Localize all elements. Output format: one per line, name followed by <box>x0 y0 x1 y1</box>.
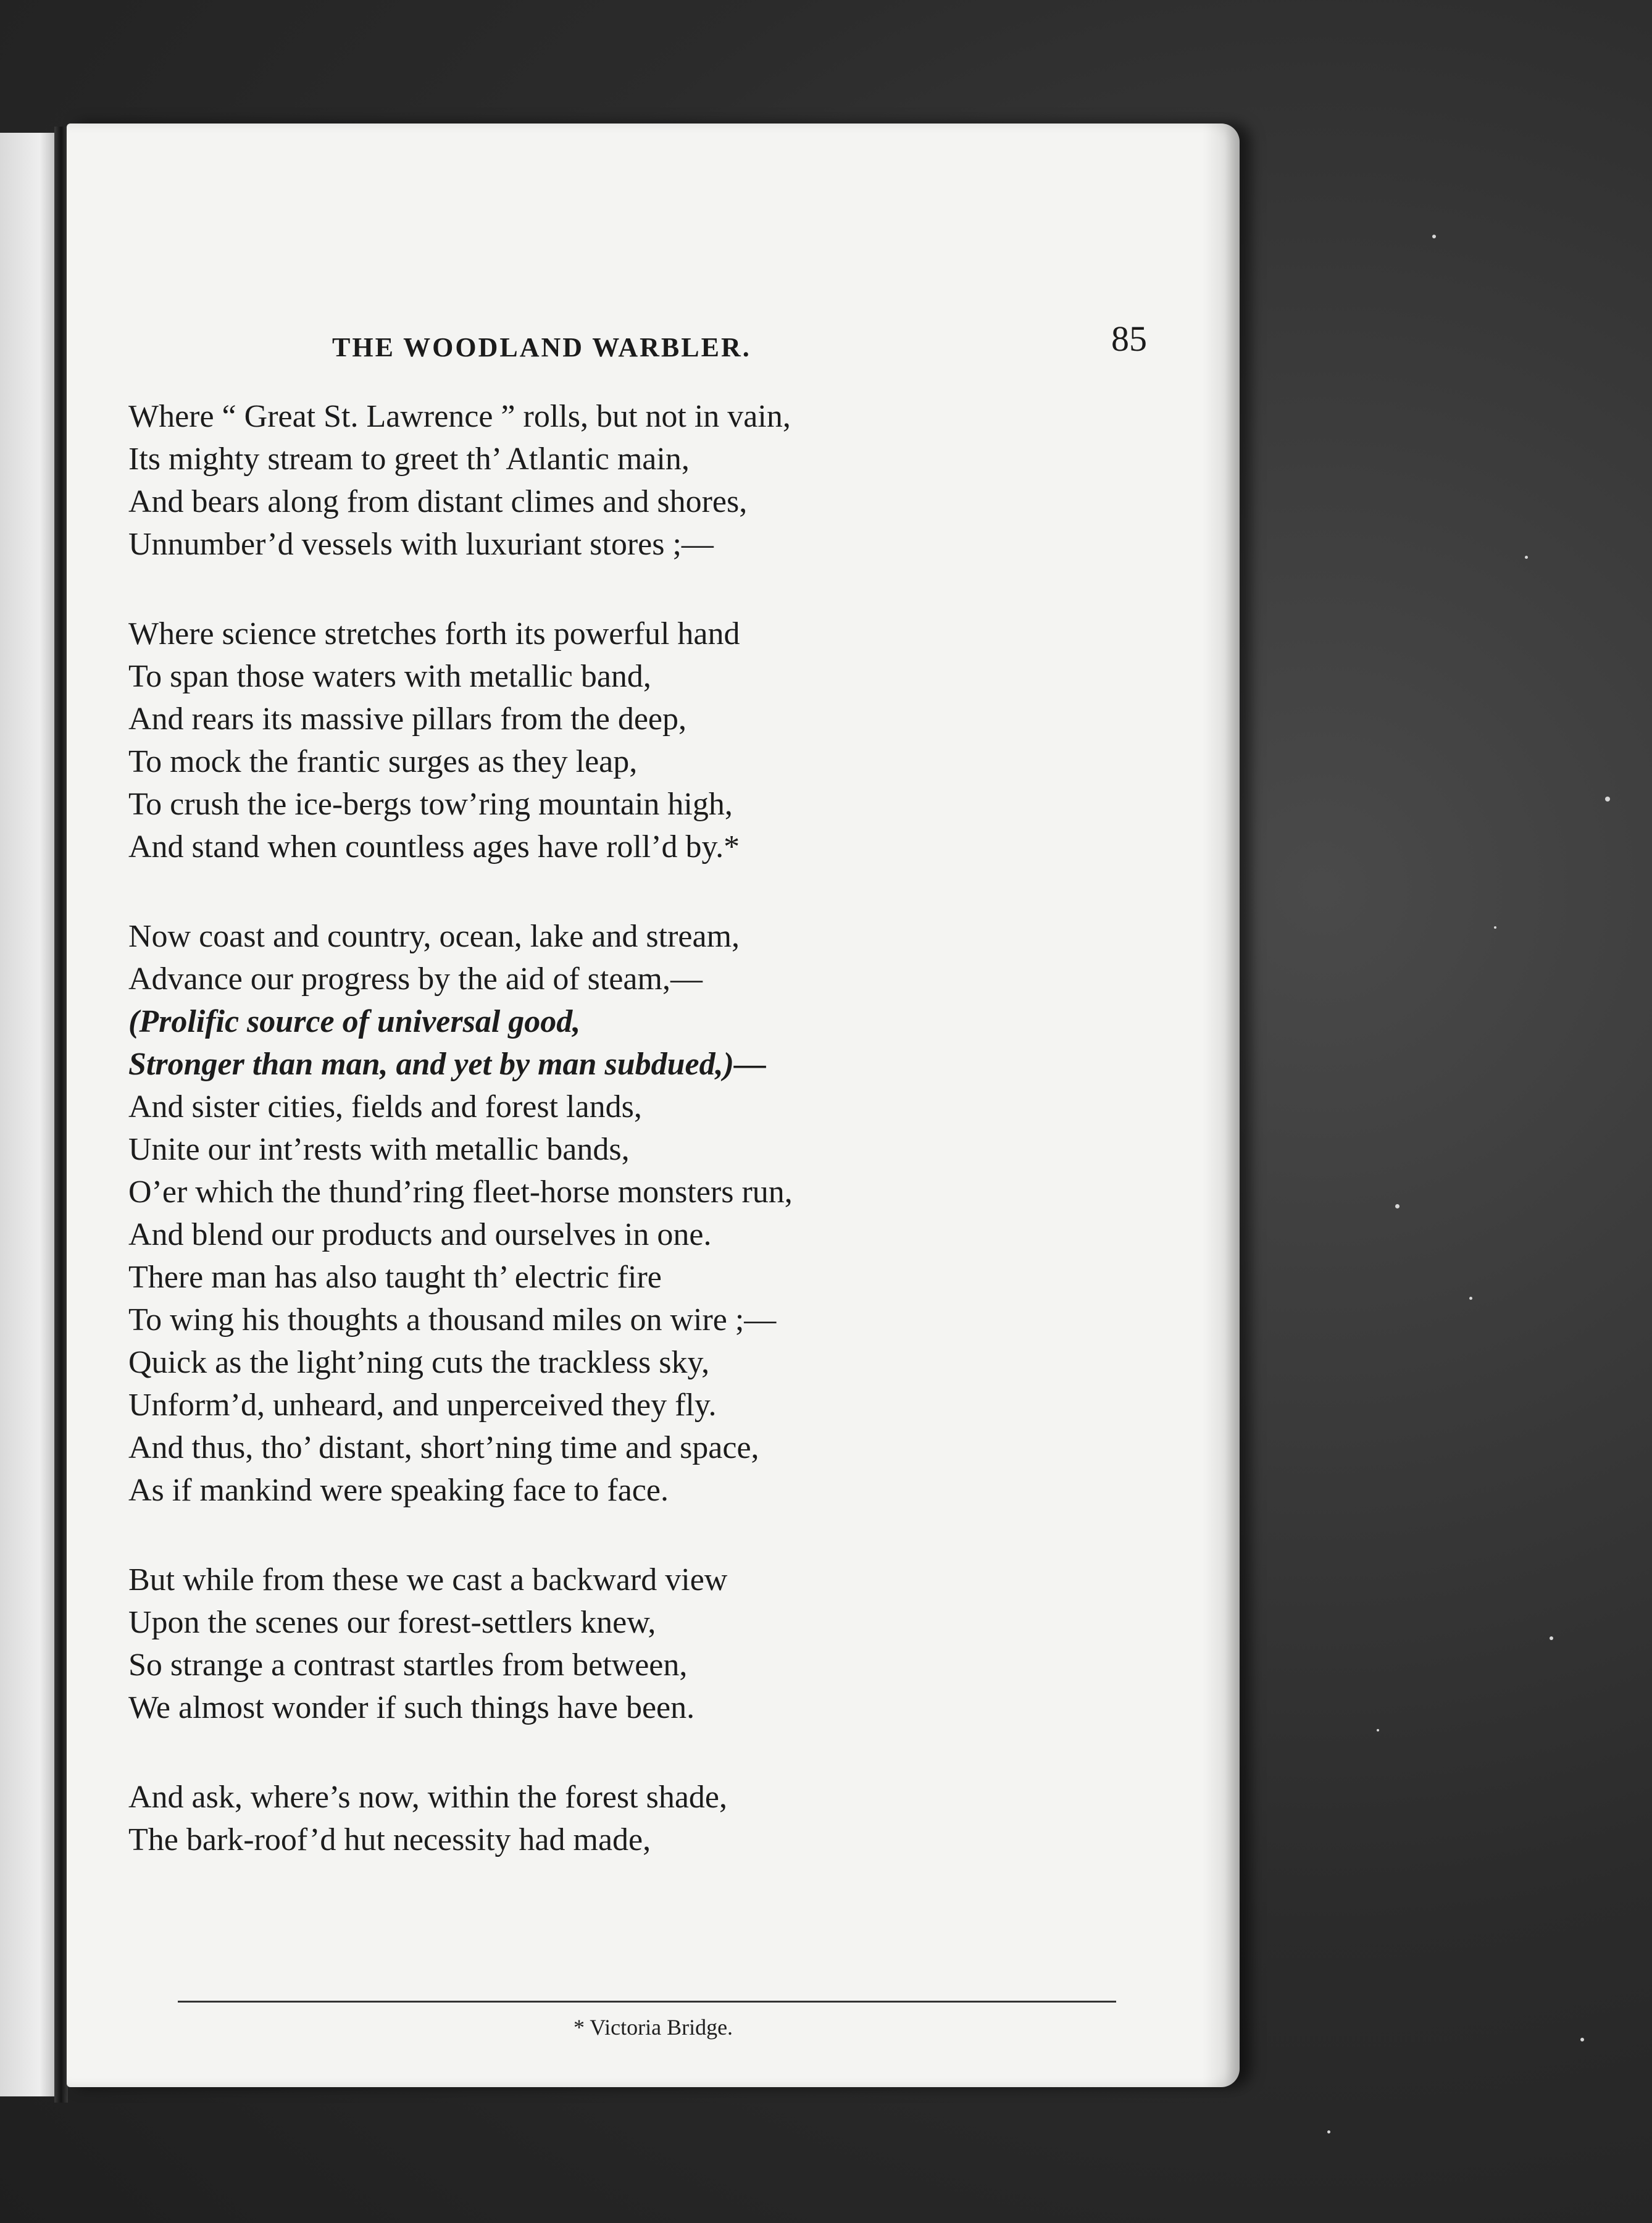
dust-speck <box>1469 1297 1472 1300</box>
poem-line: To mock the frantic surges as they leap, <box>128 744 638 779</box>
poem-line: Where science stretches forth its powerful hand <box>128 616 740 651</box>
footnote: * Victoria Bridge. <box>573 2015 733 2040</box>
book-gutter <box>54 127 68 2103</box>
poem-line: Now coast and country, ocean, lake and stream, <box>128 919 740 954</box>
poem-line: But while from these we cast a backward view <box>128 1562 728 1597</box>
poem-line: Where “ Great St. Lawrence ” rolls, but not in vain, <box>128 399 791 434</box>
previous-page-edge <box>0 133 57 2096</box>
poem-line: And rears its massive pillars from the deep, <box>128 701 686 737</box>
running-head <box>332 318 1147 374</box>
poem-line: The bark-roof’d hut necessity had made, <box>128 1822 651 1857</box>
dust-speck <box>1327 2130 1330 2133</box>
page-edge-shadow <box>1203 124 1240 2087</box>
poem-line: Quick as the light’ning cuts the trackless sky, <box>128 1345 710 1380</box>
running-title: THE WOODLAND WARBLER. <box>332 332 751 362</box>
poem-line: We almost wonder if such things have been. <box>128 1690 695 1725</box>
poem-line: Advance our progress by the aid of steam,— <box>128 961 703 997</box>
poem-line: (Prolific source of universal good, <box>128 1004 581 1039</box>
dust-speck <box>1580 2038 1584 2041</box>
dust-speck <box>1525 556 1528 559</box>
stanza <box>128 1776 1091 1861</box>
poem-line: Unite our int’rests with metallic bands, <box>128 1132 630 1167</box>
poem-line: And thus, tho’ distant, short’ning time and space, <box>128 1430 759 1465</box>
stanza <box>128 613 1091 868</box>
book-page <box>67 124 1240 2087</box>
poem-line: O’er which the thund’ring fleet-horse monsters run, <box>128 1174 793 1210</box>
footnote-rule <box>178 2001 1116 2003</box>
dust-speck <box>1550 1636 1553 1640</box>
poem-line: So strange a contrast startles from between, <box>128 1647 688 1683</box>
poem-line: As if mankind were speaking face to face. <box>128 1473 669 1508</box>
poem-line: And stand when countless ages have roll’d by.* <box>128 829 740 865</box>
poem-line: Unform’d, unheard, and unperceived they fly. <box>128 1388 717 1423</box>
poem-line: Upon the scenes our forest-settlers knew, <box>128 1605 656 1640</box>
poem-line: To crush the ice-bergs tow’ring mountain high, <box>128 787 733 822</box>
poem-line: And blend our products and ourselves in one. <box>128 1217 712 1252</box>
poem-line: Stronger than man, and yet by man subdued,)— <box>128 1047 766 1082</box>
stanza <box>128 1559 1091 1729</box>
stanza <box>128 915 1091 1512</box>
page-number: 85 <box>1111 319 1147 359</box>
poem-body <box>128 395 1091 1861</box>
poem-line: To wing his thoughts a thousand miles on wire ;— <box>128 1302 777 1338</box>
poem-line: And sister cities, fields and forest lands, <box>128 1089 642 1124</box>
dust-speck <box>1494 926 1496 929</box>
poem-line: And bears along from distant climes and shores, <box>128 484 748 519</box>
dust-speck <box>1395 1204 1400 1208</box>
poem-line: There man has also taught th’ electric fire <box>128 1260 662 1295</box>
poem-line: Its mighty stream to greet th’ Atlantic main, <box>128 442 690 477</box>
stanza <box>128 395 1091 566</box>
dust-speck <box>1432 235 1436 238</box>
poem-line: To span those waters with metallic band, <box>128 659 651 694</box>
poem-line: And ask, where’s now, within the forest shade, <box>128 1780 727 1815</box>
poem-line: Unnumber’d vessels with luxuriant stores ;— <box>128 527 714 562</box>
dust-speck <box>1605 797 1610 802</box>
dust-speck <box>1377 1729 1379 1731</box>
